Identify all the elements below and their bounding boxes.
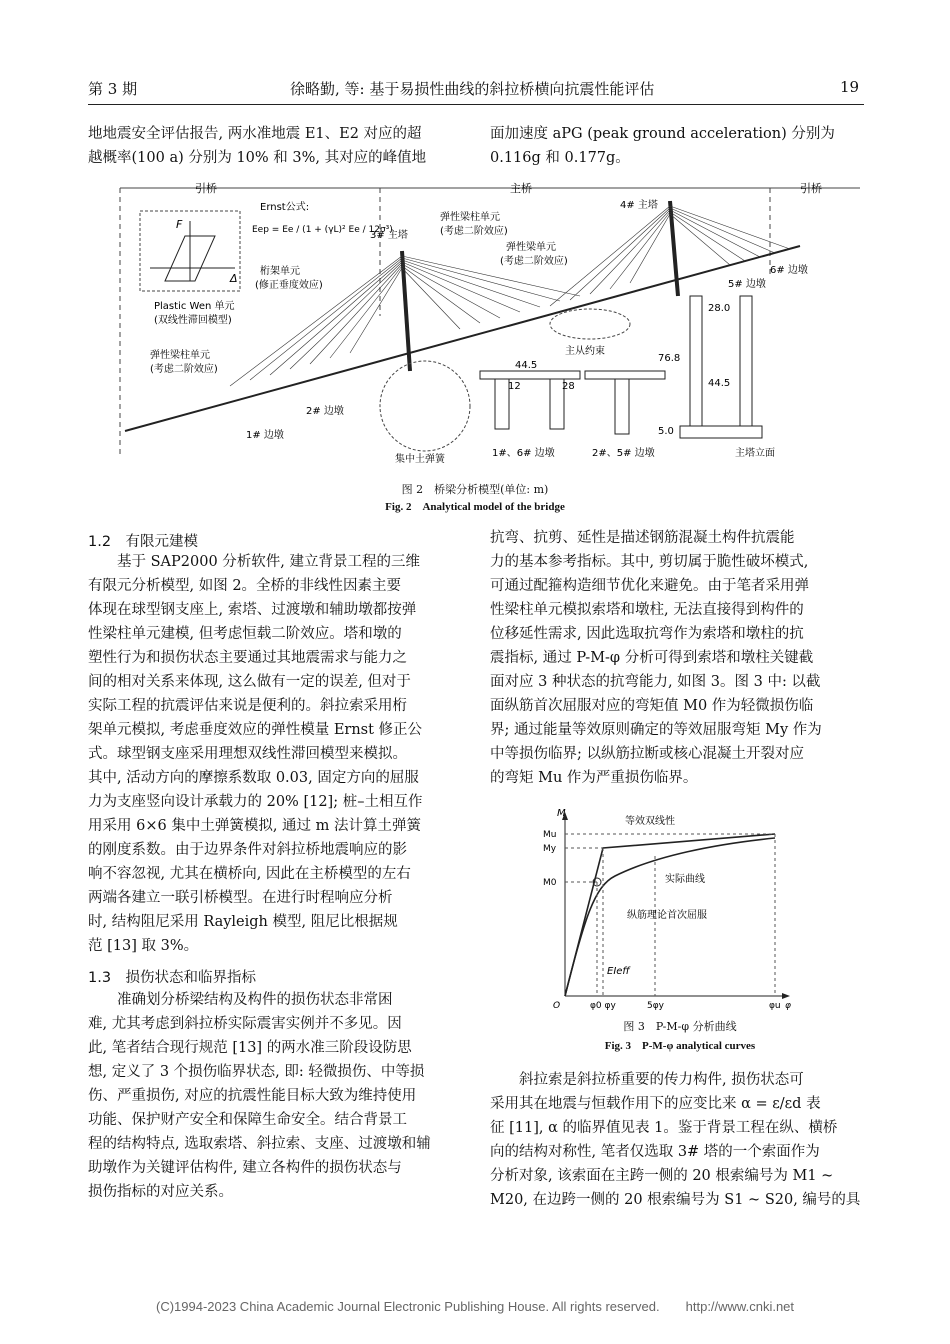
- label-My: My: [543, 844, 557, 854]
- text-line: 范 [13] 取 3%。: [88, 938, 199, 954]
- master-slave-ellipse: [550, 309, 630, 339]
- label-phi0-phiy: φ0 φy: [590, 1001, 616, 1011]
- text-line: 性梁柱单元模拟索塔和墩柱, 无法直接得到构件的: [490, 602, 804, 618]
- dim-76-8: 76.8: [658, 353, 681, 364]
- label-plastic-wen: Plastic Wen 单元: [154, 301, 235, 312]
- label-O: O: [553, 1001, 561, 1011]
- running-title: 徐略勤, 等: 基于易损性曲线的斜拉桥横向抗震性能评估: [290, 80, 655, 98]
- left-paragraph-1: [88, 550, 466, 958]
- section-1-2-heading: 1.2 有限元建模: [88, 534, 199, 550]
- label-tower-elevation: 主塔立面: [735, 448, 775, 459]
- text-line: 征 [11], α 的临界值见表 1。鉴于背景工程在纵、横桥: [490, 1120, 838, 1136]
- label-actual-curve: 实际曲线: [665, 874, 705, 885]
- label-tower-3: 3# 主塔: [370, 230, 408, 241]
- label-truss-elem: 桁架单元: [260, 266, 300, 277]
- section-1-3-heading: 1.3 损伤状态和临界指标: [88, 970, 257, 986]
- dim-28-0: 28.0: [708, 303, 731, 314]
- label-EIeff: EIeff: [607, 966, 630, 977]
- text-line: 塑性行为和损伤状态主要通过其地震需求与能力之: [88, 650, 407, 666]
- text-line: 抗弯、抗剪、延性是描述钢筋混凝土构件抗震能: [490, 530, 795, 546]
- text-line: 面加速度 aPG (peak ground acceleration) 分别为: [490, 126, 835, 142]
- text-line: 实际工程的抗震评估来说是便利的。斜拉索采用桁: [88, 698, 407, 714]
- text-line: 想, 定义了 3 个损伤临界状态, 即: 轻微损伤、中等损: [88, 1064, 425, 1080]
- label-delta: Δ: [230, 272, 238, 285]
- text-line: 基于 SAP2000 分析软件, 建立背景工程的三维: [88, 554, 420, 570]
- text-line: 可通过配箍构造细节优化来避免。由于笔者采用弹: [490, 578, 809, 594]
- label-ernst: Ernst公式:: [260, 202, 310, 213]
- text-line: 面纵筋首次屈服对应的弯矩值 M0 作为轻微损伤临: [490, 698, 814, 714]
- figure-2-bridge-model: [110, 176, 870, 472]
- fig3-caption-cn: 图 3 P-M-φ 分析曲线: [623, 1020, 737, 1033]
- label-bilinear: (双线性滞回模型): [154, 315, 232, 326]
- label-pier-25: 2#、5# 边墩: [592, 448, 655, 459]
- text-line: 体现在球型钢支座上, 索塔、过渡墩和辅助墩都按弹: [88, 602, 417, 618]
- text-line: M20, 在边跨一侧的 20 根索编号为 S1 ~ S20, 编号的具: [490, 1192, 861, 1208]
- text-line: 中等损伤临界; 以纵筋拉断或核心混凝土开裂对应: [490, 746, 804, 762]
- label-pier-2: 2# 边墩: [306, 406, 344, 417]
- text-line: 向的结构对称性, 笔者仅选取 3# 塔的一个索面作为: [490, 1144, 820, 1160]
- text-line: 准确划分桥梁结构及构件的损伤状态非常困: [88, 992, 393, 1008]
- right-paragraph-1: [490, 526, 868, 790]
- label-second-order-1: (考虑二阶效应): [440, 226, 508, 237]
- tower-elev-footing: [680, 426, 762, 438]
- label-approach-left: 引桥: [195, 182, 217, 195]
- figure-3-pm-phi-curve: [535, 806, 795, 1016]
- dim-44-5: 44.5: [515, 360, 538, 371]
- text-line: 架单元模拟, 考虑垂度效应的弹性模量 Ernst 修正公: [88, 722, 423, 738]
- fig3-caption-en: Fig. 3 P-M-φ analytical curves: [604, 1040, 756, 1052]
- label-second-order-2: (考虑二阶效应): [150, 364, 218, 375]
- text-line: 性梁柱单元建模, 但考虑恒载二阶效应。塔和墩的: [88, 626, 402, 642]
- label-sag: (修正垂度效应): [255, 280, 323, 291]
- label-pier-6: 6# 边墩: [770, 265, 808, 276]
- label-elastic-beam: 弹性梁单元: [506, 242, 556, 253]
- fig2-caption-cn: 图 2 桥梁分析模型(单位: m): [401, 483, 549, 496]
- text-line: 分析对象, 该索面在主跨一侧的 20 根索编号为 M1 ~: [490, 1168, 834, 1184]
- text-line: 越概率(100 a) 分别为 10% 和 3%, 其对应的峰值地: [88, 150, 427, 166]
- text-line: 面对应 3 种状态的抗弯能力, 如图 3。图 3 中: 以截: [490, 674, 821, 690]
- header-rule: [88, 104, 864, 105]
- label-Mu: Mu: [543, 830, 557, 840]
- dim-5-0: 5.0: [658, 426, 674, 437]
- right-paragraph-2: [490, 1068, 868, 1212]
- pier16-col-left: [495, 379, 509, 429]
- label-master-slave: 主从约束: [565, 346, 605, 357]
- issue-number: 第 3 期: [88, 80, 138, 98]
- copyright-footer: (C)1994-2023 China Academic Journal Electronic Publishing House. All rights reserved. http://www.cnki.net: [155, 1299, 795, 1314]
- text-line: 用采用 6×6 集中土弹簧模拟, 通过 m 法计算土弹簧: [88, 818, 422, 834]
- text-line: 式。球型钢支座采用理想双线性滞回模型来模拟。: [88, 746, 407, 762]
- label-M: M: [557, 808, 566, 819]
- text-line: 有限元分析模型, 如图 2。全桥的非线性因素主要: [88, 578, 402, 594]
- text-line: 程的结构特点, 选取索塔、斜拉索、支座、过渡墩和辅: [88, 1136, 431, 1152]
- label-beam-column-1: 弹性梁柱单元: [440, 212, 500, 223]
- text-line: 损伤指标的对应关系。: [88, 1184, 233, 1200]
- page-number: 19: [840, 78, 860, 96]
- label-second-order-3: (考虑二阶效应): [500, 256, 568, 267]
- text-line: 界; 通过能量等效原则确定的等效屈服弯矩 My 作为: [490, 722, 822, 738]
- text-line: 助墩作为关键评估构件, 建立各构件的损伤状态与: [88, 1160, 402, 1176]
- text-line: 伤、严重损伤, 对应的抗震性能目标大致为维持使用: [88, 1088, 417, 1104]
- intro-right: [490, 122, 868, 170]
- label-beam-column-2: 弹性梁柱单元: [150, 350, 210, 361]
- left-paragraph-2: [88, 988, 466, 1204]
- fig2-caption-en: Fig. 2 Analytical model of the bridge: [385, 501, 565, 513]
- tower-elev-left: [690, 296, 702, 426]
- pier16-cap: [480, 371, 580, 379]
- tower-elev-right: [740, 296, 752, 426]
- label-F: F: [176, 218, 183, 231]
- pier25-col: [615, 379, 629, 434]
- label-main-bridge: 主桥: [510, 182, 532, 195]
- dim-44-5b: 44.5: [708, 378, 731, 389]
- label-5phiy: 5φy: [647, 1001, 664, 1011]
- label-ernst-formula: Eep = Ee / (1 + (γL)² Ee / 12σ³): [252, 225, 393, 235]
- text-line: 其中, 活动方向的摩擦系数取 0.03, 固定方向的屈服: [88, 770, 419, 786]
- pier25-cap: [585, 371, 665, 379]
- text-line: 两端各建立一联引桥模型。在进行时程响应分析: [88, 890, 393, 906]
- text-line: 地地震安全评估报告, 两水准地震 E1、E2 对应的超: [88, 126, 422, 142]
- label-phi: φ: [785, 1001, 791, 1011]
- text-line: 响不容忽视, 尤其在横桥向, 因此在主桥模型的左右: [88, 866, 411, 882]
- soil-spring-detail: [380, 361, 470, 451]
- text-line: 时, 结构阻尼采用 Rayleigh 模型, 阻尼比根据规: [88, 914, 398, 930]
- intro-left: [88, 122, 466, 170]
- text-line: 难, 尤其考虑到斜拉桥实际震害实例并不多见。因: [88, 1016, 402, 1032]
- text-line: 此, 笔者结合现行规范 [13] 的两水准三阶段设防思: [88, 1040, 412, 1056]
- text-line: 斜拉索是斜拉桥重要的传力构件, 损伤状态可: [490, 1072, 804, 1088]
- label-approach-right: 引桥: [800, 182, 822, 195]
- text-line: 位移延性需求, 因此选取抗弯作为索塔和墩柱的抗: [490, 626, 804, 642]
- text-line: 震指标, 通过 P-M-φ 分析可得到索塔和墩柱关键截: [490, 650, 814, 666]
- label-tower-4: 4# 主塔: [620, 200, 658, 211]
- label-pier-16: 1#、6# 边墩: [492, 448, 555, 459]
- dim-12: 12: [508, 381, 521, 392]
- label-first-yield: 纵筋理论首次屈服: [627, 910, 707, 921]
- label-pier-5: 5# 边墩: [728, 279, 766, 290]
- text-line: 功能、保护财产安全和保障生命安全。结合背景工: [88, 1112, 407, 1128]
- text-line: 的刚度系数。由于边界条件对斜拉桥地震响应的影: [88, 842, 407, 858]
- label-soil-spring: 集中土弹簧: [395, 454, 445, 465]
- text-line: 力的基本参考指标。其中, 剪切属于脆性破坏模式,: [490, 554, 809, 570]
- dim-28: 28: [562, 381, 575, 392]
- label-M0: M0: [543, 878, 557, 888]
- text-line: 0.116g 和 0.177g。: [490, 150, 630, 166]
- text-line: 的弯矩 Mu 作为严重损伤临界。: [490, 770, 698, 786]
- axis-phi-arrow: [782, 993, 790, 999]
- label-pier-1: 1# 边墩: [246, 430, 284, 441]
- text-line: 间的相对关系来体现, 这么做有一定的误差, 但对于: [88, 674, 411, 690]
- deck-girder: [125, 246, 800, 431]
- label-equiv-bilinear: 等效双线性: [625, 816, 675, 827]
- label-phiu: φu: [769, 1001, 781, 1011]
- text-line: 采用其在地震与恒载作用下的应变比来 α = ε/εd 表: [490, 1096, 821, 1112]
- text-line: 力为支座竖向设计承载力的 20% [12]; 桩–土相互作: [88, 794, 423, 810]
